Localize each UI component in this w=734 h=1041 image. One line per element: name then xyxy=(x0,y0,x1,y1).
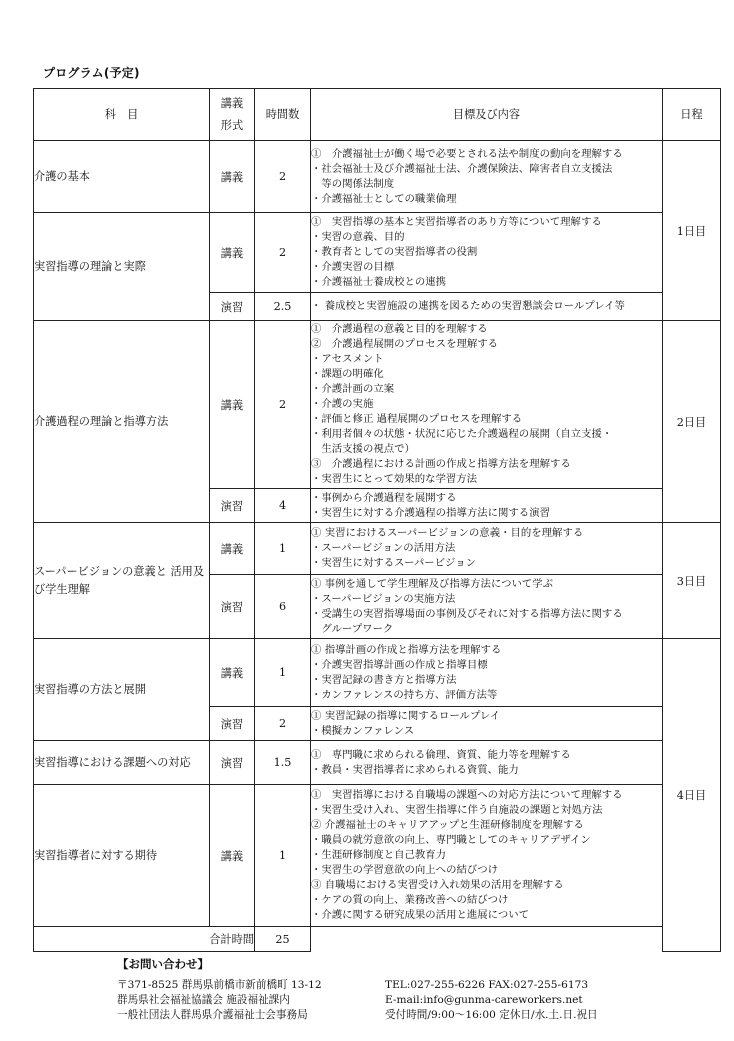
content-line: ・生涯研修制度と自己教育力 xyxy=(311,849,447,861)
form-cell: 演習 xyxy=(210,741,255,785)
content-line: ・利用者個々の状態・状況に応じた介護過程の展開（自立支援・ xyxy=(311,428,613,440)
content-line: ① 介護福祉士が働く場で必要とされる法や制度の動向を理解する xyxy=(311,147,623,160)
content-line: ・実習生受け入れ、実習生指導に伴う自施設の課題と対処方法 xyxy=(311,804,603,816)
content-line: ① 指導計画の作成と指導方法を理解する xyxy=(311,643,502,656)
day-cell: 3日目 xyxy=(663,523,721,639)
subject-cell: 実習指導者に対する期待 xyxy=(34,785,210,927)
content-line: ・介護の実施 xyxy=(311,398,374,410)
content-line: ① 実習におけるスーパービジョンの意義・目的を理解する xyxy=(311,527,584,539)
header-day: 日程 xyxy=(663,89,721,141)
contact-address: 〒371-8525 群馬県前橋市新前橋町 13-12 xyxy=(117,979,322,991)
content-line: ・スーパービジョンの実施方法 xyxy=(311,592,456,605)
subject-cell: 介護の基本 xyxy=(34,141,210,213)
content-line: ・事例から介護過程を展開する xyxy=(311,491,457,504)
contact-email: E-mail:info@gunma-careworkers.net xyxy=(385,994,583,1006)
content-line: ・介護計画の立案 xyxy=(311,383,395,395)
content-cell xyxy=(311,707,663,741)
content-cell xyxy=(311,489,663,523)
content-line: ・実習生にとって効果的な学習方法 xyxy=(311,473,478,485)
day-cell: 2日目 xyxy=(663,321,721,523)
total-label: 合計時間 xyxy=(34,927,255,952)
content-line: ② 介護過程展開のプロセスを理解する xyxy=(311,338,499,350)
content-line: ・ 養成校と実習施設の連携を図るための実習懇談会ロールプレイ等 xyxy=(311,300,625,312)
content-line: ・スーパービジョンの活用方法 xyxy=(311,542,456,554)
content-line: ① 専門職に求められる倫理、資質、能力等を理解する xyxy=(311,748,571,761)
day-cell: 4日目 xyxy=(663,639,721,952)
day-cell: 1日目 xyxy=(663,141,721,321)
total-hours: 25 xyxy=(255,927,311,952)
contact-heading: 【お問い合わせ】 xyxy=(117,957,209,971)
content-line: ・介護福祉士養成校との連携 xyxy=(311,276,447,288)
form-cell: 演習 xyxy=(210,575,255,639)
content-cell xyxy=(311,293,663,321)
table-row xyxy=(34,213,721,293)
content-line: ・模擬カンファレンス xyxy=(311,724,415,737)
content-line: 等の関係法制度 xyxy=(311,177,395,190)
page-title: プログラム(予定) xyxy=(43,66,140,80)
subject-cell: 実習指導における課題への対応 xyxy=(34,741,210,785)
subject-cell: 実習指導の理論と実際 xyxy=(34,213,210,321)
content-cell xyxy=(311,523,663,575)
content-cell xyxy=(311,141,663,213)
content-line: 生活支援の視点で） xyxy=(311,443,415,455)
contact-org-2: 一般社団法人群馬県介護福祉士会事務局 xyxy=(117,1009,308,1021)
header-hours: 時間数 xyxy=(255,89,311,141)
content-line: ・介護実習の目標 xyxy=(311,261,395,273)
form-cell: 講義 xyxy=(210,141,255,213)
total-row xyxy=(34,927,721,952)
header-content: 目標及び内容 xyxy=(311,89,663,141)
contact-section xyxy=(117,957,677,1023)
content-cell xyxy=(311,575,663,639)
content-line: ① 実習指導の基本と実習指導者のあり方等について理解する xyxy=(311,216,602,228)
table-row xyxy=(34,321,721,489)
contact-hours: 受付時間/9:00〜16:00 定休日/水.土.日.祝日 xyxy=(385,1009,598,1021)
table-row xyxy=(34,141,721,213)
content-cell xyxy=(311,213,663,293)
contact-org-1: 群馬県社会福祉協議会 施設福祉課内 xyxy=(117,994,290,1006)
table-row xyxy=(34,639,721,707)
content-line: ① 介護過程の意義と目的を理解する xyxy=(311,323,488,335)
content-line: ・教育者としての実習指導者の役割 xyxy=(311,246,478,258)
contact-tel-fax: TEL:027-255-6226 FAX:027-255-6173 xyxy=(385,979,589,991)
content-line: ・職員の就労意欲の向上、専門職としてのキャリアデザイン xyxy=(311,834,591,846)
hours-cell: 2 xyxy=(255,141,311,213)
hours-cell: 6 xyxy=(255,575,311,639)
hours-cell: 2 xyxy=(255,213,311,293)
form-cell: 講義 xyxy=(210,523,255,575)
hours-cell: 1 xyxy=(255,785,311,927)
content-line: ・ケアの質の向上、業務改善への結びつけ xyxy=(311,894,509,906)
content-cell xyxy=(311,785,663,927)
table-header-row xyxy=(34,89,721,141)
hours-cell: 2.5 xyxy=(255,293,311,321)
content-line: ・実習生に対する介護過程の指導方法に関する演習 xyxy=(311,506,550,519)
hours-cell: 2 xyxy=(255,707,311,741)
content-line: ① 実習記録の指導に関するロールプレイ xyxy=(311,709,501,722)
content-line: ・介護に関する研究成果の活用と進展について xyxy=(311,909,529,921)
content-line: ・介護福祉士としての職業倫理 xyxy=(311,192,457,205)
content-line: ・教員・実習指導者に求められる資質、能力 xyxy=(311,763,519,776)
header-form: 講義 形式 xyxy=(210,89,255,141)
content-line: ・実習生の学習意欲の向上への結びつけ xyxy=(311,864,499,876)
content-line: ・カンファレンスの持ち方、評価方法等 xyxy=(311,688,498,701)
form-cell: 演習 xyxy=(210,489,255,523)
hours-cell: 1 xyxy=(255,639,311,707)
header-subject: 科 目 xyxy=(34,89,210,141)
subject-cell: 実習指導の方法と展開 xyxy=(34,639,210,741)
form-cell: 講義 xyxy=(210,321,255,489)
content-line: ③ 介護過程における計画の作成と指導方法を理解する xyxy=(311,458,571,470)
content-line: ・評価と修正 過程展開のプロセスを理解する xyxy=(311,413,523,425)
form-cell: 講義 xyxy=(210,639,255,707)
form-cell: 講義 xyxy=(210,785,255,927)
content-line: ① 事例を通して学生理解及び指導方法について学ぶ xyxy=(311,577,554,590)
content-line: ・実習生に対するスーパービジョン xyxy=(311,557,477,569)
content-line: ・実習記録の書き方と指導方法 xyxy=(311,673,457,686)
form-cell: 講義 xyxy=(210,213,255,293)
hours-cell: 2 xyxy=(255,321,311,489)
subject-cell: 介護過程の理論と指導方法 xyxy=(34,321,210,523)
table-row xyxy=(34,785,721,927)
table-row xyxy=(34,741,721,785)
program-table xyxy=(33,88,721,952)
table-row xyxy=(34,523,721,575)
content-line: ・アセスメント xyxy=(311,353,384,365)
hours-cell: 4 xyxy=(255,489,311,523)
content-line: ③ 自職場における実習受け入れ効果の活用を理解する xyxy=(311,879,564,891)
content-cell xyxy=(311,639,663,707)
content-line: ・受講生の実習指導場面の事例及びそれに対する指導方法に関する xyxy=(311,607,623,620)
hours-cell: 1 xyxy=(255,523,311,575)
content-line: ・介護実習指導計画の作成と指導目標 xyxy=(311,658,488,671)
content-line: ・社会福祉士及び介護福祉士法、介護保険法、障害者自立支援法 xyxy=(311,162,613,175)
content-cell xyxy=(311,741,663,785)
content-line: ・実習の意義、目的 xyxy=(311,231,405,243)
content-line: グループワーク xyxy=(311,622,394,635)
subject-cell: スーパービジョンの意義と 活用及び学生理解 xyxy=(34,523,210,639)
hours-cell: 1.5 xyxy=(255,741,311,785)
content-line: ① 実習指導における自職場の課題への対応方法について理解する xyxy=(311,789,623,801)
content-line: ・課題の明確化 xyxy=(311,368,384,380)
content-line: ② 介護福祉士のキャリアアップと生涯研修制度を理解する xyxy=(311,819,584,831)
content-cell xyxy=(311,321,663,489)
form-cell: 演習 xyxy=(210,293,255,321)
form-cell: 演習 xyxy=(210,707,255,741)
